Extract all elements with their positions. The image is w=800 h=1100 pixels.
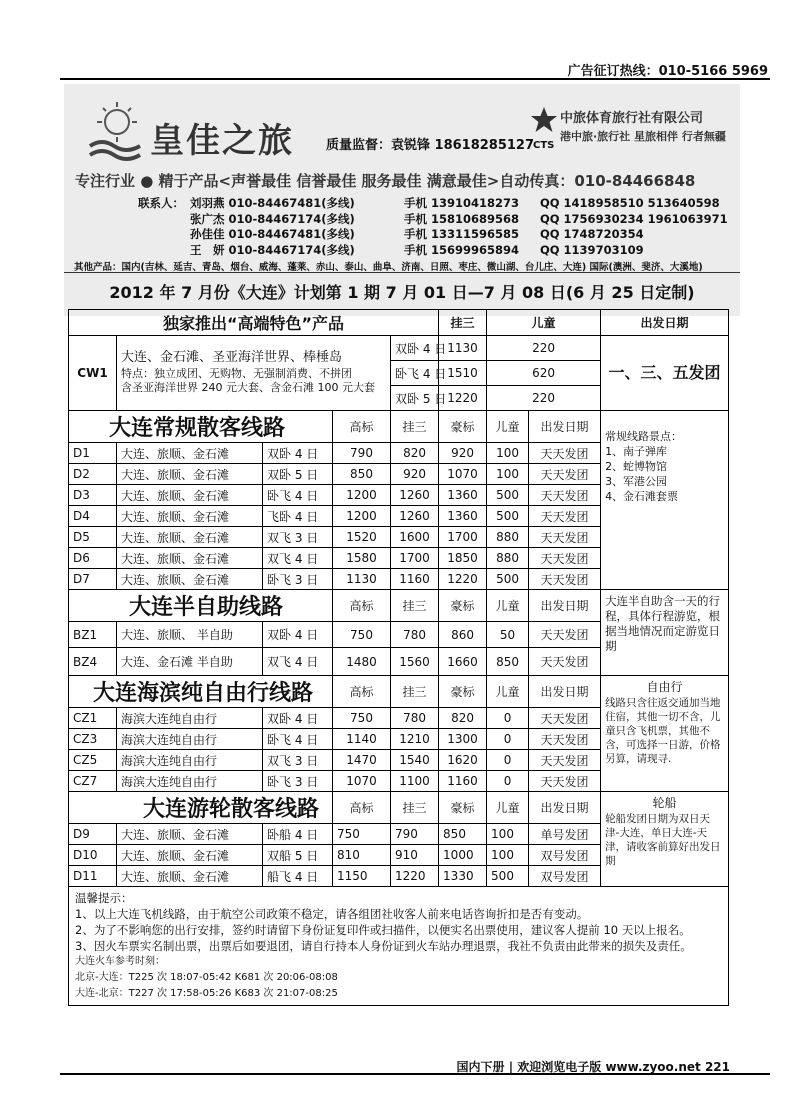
price-haobiao: 1070 bbox=[439, 464, 487, 485]
price-guasan: 1260 bbox=[391, 506, 439, 527]
cts-star-icon bbox=[530, 106, 558, 134]
depart-date: 天天发团 bbox=[529, 771, 601, 792]
route-name: 大连、旅顺、金石滩 bbox=[117, 569, 263, 590]
route-name: 大连、旅顺、金石滩 bbox=[117, 464, 263, 485]
contact-mobile: 手机 13311596585 bbox=[404, 227, 520, 241]
depart-date: 天天发团 bbox=[529, 750, 601, 771]
col-guasan: 挂三 bbox=[391, 411, 439, 443]
price-child: 0 bbox=[487, 708, 529, 729]
col-guasan: 挂三 bbox=[391, 792, 439, 824]
route-code: D6 bbox=[69, 548, 117, 569]
contact-phone: 刘羽燕 010-84467481(多线) bbox=[190, 196, 355, 210]
route-type: 双卧 4 日 bbox=[263, 443, 333, 464]
route-name: 大连、旅顺、金石滩 bbox=[117, 527, 263, 548]
price-gaobiao: 750 bbox=[333, 622, 391, 648]
premium-header-row bbox=[69, 310, 729, 336]
depart-date: 天天发团 bbox=[529, 506, 601, 527]
premium-desc-includes: 含圣亚海洋世界 240 元大套、含金石滩 100 元大套 bbox=[121, 381, 375, 394]
price-gaobiao: 790 bbox=[333, 443, 391, 464]
free-note-body: 线路只含往返交通加当地住宿，其他一切不含，儿童只含飞机票，其他不含，可选择一日游，价格另算，请现寻. bbox=[605, 697, 721, 765]
contact-row bbox=[126, 227, 728, 243]
route-type: 双飞 3 日 bbox=[263, 527, 333, 548]
route-name: 大连、旅顺、 半自助 bbox=[117, 622, 263, 648]
tips-title: 温馨提示： bbox=[75, 891, 133, 905]
price-child: 100 bbox=[487, 845, 529, 866]
price-haobiao: 1360 bbox=[439, 485, 487, 506]
route-code: D4 bbox=[69, 506, 117, 527]
price-guasan: 1560 bbox=[391, 648, 439, 676]
price-guasan: 820 bbox=[391, 443, 439, 464]
slogan: 专注行业 ● 精于产品<声誉最佳 信誉最佳 服务最佳 满意最佳>自动传真：010-84466848 bbox=[75, 172, 696, 190]
route-type: 卧船 4 日 bbox=[263, 824, 333, 845]
route-code: BZ1 bbox=[69, 622, 117, 648]
cts-company bbox=[560, 110, 726, 146]
contact-row bbox=[126, 243, 728, 259]
contact-mobile: 手机 15810689568 bbox=[404, 211, 520, 226]
semi-note: 大连半自助含一天的行程，具体行程游览，根据当地情况而定游览日期 bbox=[601, 590, 729, 676]
route-type: 双船 5 日 bbox=[263, 845, 333, 866]
quality-supervisor: 质量监督：袁锐锋 18618285127 bbox=[326, 138, 535, 153]
other-products: 其他产品：国内(吉林、延吉、青岛、烟台、威海、蓬莱、赤山、泰山、曲阜、济南、日照、枣庄、微山湖、台儿庄、大连) 国际(澳洲、斐济、大溪地) bbox=[74, 262, 703, 273]
tip-line: 2、为了不影响您的出行安排，签约时请留下身份证复印件或扫描件，以便实名出票使用，建议客人提前 10 天以上报名。 bbox=[75, 923, 691, 937]
depart-date: 天天发团 bbox=[529, 708, 601, 729]
price-guasan: 1600 bbox=[391, 527, 439, 548]
contact-phone: 孙佳佳 010-84467481(多线) bbox=[190, 227, 355, 241]
route-code: CZ7 bbox=[69, 771, 117, 792]
tip-line: 3、因火车票实名制出票，出票后如要退团，请自行持本人身份证到火车站办理退票，我社不负责由此带来的损失及责任。 bbox=[75, 939, 692, 953]
price-guasan: 1540 bbox=[391, 750, 439, 771]
contact-phone: 张广杰 010-84467174(多线) bbox=[190, 211, 355, 226]
price-guasan: 780 bbox=[391, 622, 439, 648]
price-haobiao: 1850 bbox=[439, 548, 487, 569]
ad-hotline: 广告征订热线：010-5166 5969 bbox=[567, 64, 768, 79]
route-code: BZ4 bbox=[69, 648, 117, 676]
route-type: 卧飞 4 日 bbox=[263, 485, 333, 506]
col-gaobiao: 高标 bbox=[333, 676, 391, 708]
company-subtitle: 港中旅·旅行社 星旅相伴 行者無疆 bbox=[560, 130, 726, 143]
depart-date: 天天发团 bbox=[529, 443, 601, 464]
price-child: 500 bbox=[487, 569, 529, 590]
depart-date: 天天发团 bbox=[529, 485, 601, 506]
route-code: D1 bbox=[69, 443, 117, 464]
col-depart: 出发日期 bbox=[529, 411, 601, 443]
free-note-title: 自由行 bbox=[646, 680, 683, 694]
section-title-free: 大连海滨纯自由行线路 bbox=[69, 676, 333, 708]
premium-title: 独家推出“高端特色”产品 bbox=[69, 310, 439, 336]
contact-qq: QQ 1748720354 bbox=[540, 227, 644, 241]
price-haobiao: 1000 bbox=[439, 845, 487, 866]
section-title-cruise: 大连游轮散客线路 bbox=[69, 792, 333, 824]
price-guasan: 790 bbox=[391, 824, 439, 845]
price-guasan: 1210 bbox=[391, 729, 439, 750]
price-child: 100 bbox=[487, 443, 529, 464]
route-code: D3 bbox=[69, 485, 117, 506]
col-child: 儿童 bbox=[487, 792, 529, 824]
route-code: D7 bbox=[69, 569, 117, 590]
route-type: 双飞 4 日 bbox=[263, 648, 333, 676]
section-header-row bbox=[69, 792, 729, 824]
tour-price-table bbox=[68, 309, 729, 1006]
bottom-rule bbox=[60, 1073, 770, 1075]
route-name: 大连、旅顺、金石滩 bbox=[117, 845, 263, 866]
price-guasan: 1160 bbox=[391, 569, 439, 590]
price-gaobiao: 1070 bbox=[333, 771, 391, 792]
price-child: 0 bbox=[487, 750, 529, 771]
free-note bbox=[601, 676, 729, 792]
col-depart: 出发日期 bbox=[529, 590, 601, 622]
price-child: 0 bbox=[487, 729, 529, 750]
route-name: 海滨大连纯自由行 bbox=[117, 708, 263, 729]
col-child: 儿童 bbox=[487, 676, 529, 708]
contact-label: 联系人： bbox=[138, 196, 184, 210]
premium-option-type: 卧飞 4 日 bbox=[391, 361, 439, 386]
price-child: 850 bbox=[487, 648, 529, 676]
price-guasan: 910 bbox=[391, 845, 439, 866]
train-title: 大连火车参考时刻： bbox=[75, 956, 165, 967]
price-child: 100 bbox=[487, 464, 529, 485]
route-name: 大连、金石滩 半自助 bbox=[117, 648, 263, 676]
banner-rule bbox=[64, 272, 740, 273]
depart-date: 单号发团 bbox=[529, 824, 601, 845]
premium-option-type: 双卧 5 日 bbox=[391, 386, 439, 411]
route-name: 海滨大连纯自由行 bbox=[117, 729, 263, 750]
premium-desc-route: 大连、金石滩、圣亚海洋世界、棒棰岛 bbox=[121, 350, 343, 365]
contact-row bbox=[126, 196, 728, 212]
route-name: 海滨大连纯自由行 bbox=[117, 771, 263, 792]
price-gaobiao: 1480 bbox=[333, 648, 391, 676]
premium-col-guasan: 挂三 bbox=[439, 310, 487, 336]
price-child: 880 bbox=[487, 548, 529, 569]
price-gaobiao: 750 bbox=[333, 708, 391, 729]
price-haobiao: 850 bbox=[439, 824, 487, 845]
price-gaobiao: 810 bbox=[333, 845, 391, 866]
col-gaobiao: 高标 bbox=[333, 590, 391, 622]
top-rule bbox=[60, 78, 770, 80]
price-haobiao: 820 bbox=[439, 708, 487, 729]
price-haobiao: 1220 bbox=[439, 569, 487, 590]
depart-date: 天天发团 bbox=[529, 569, 601, 590]
tips-box bbox=[69, 887, 729, 1006]
col-gaobiao: 高标 bbox=[333, 411, 391, 443]
price-gaobiao: 1200 bbox=[333, 485, 391, 506]
train-time: 大连-北京：T227 次 17:58-05:26 K683 次 21:07-08:25 bbox=[75, 988, 338, 999]
premium-option-child: 620 bbox=[487, 361, 601, 386]
contact-mobile: 手机 15699965894 bbox=[404, 242, 520, 257]
depart-date: 天天发团 bbox=[529, 464, 601, 485]
premium-depart: 一、三、五发团 bbox=[601, 336, 729, 411]
route-type: 双卧 5 日 bbox=[263, 464, 333, 485]
contact-qq: QQ 1139703109 bbox=[540, 242, 644, 257]
price-child: 50 bbox=[487, 622, 529, 648]
contact-list bbox=[126, 196, 728, 258]
route-type: 卧飞 4 日 bbox=[263, 729, 333, 750]
price-gaobiao: 1150 bbox=[333, 866, 391, 887]
premium-option-type: 双卧 4 日 bbox=[391, 336, 439, 361]
price-gaobiao: 750 bbox=[333, 824, 391, 845]
cruise-note-body: 轮船发团日期为双日天津-大连，单日大连-天津，请收客前算好出发日期 bbox=[605, 813, 721, 867]
price-haobiao: 1330 bbox=[439, 866, 487, 887]
regular-note: 常规线路景点： 1、南子弹库 2、蛇博物馆 3、军港公园 4、金石滩套票 bbox=[601, 411, 729, 590]
price-haobiao: 1300 bbox=[439, 729, 487, 750]
price-child: 100 bbox=[487, 824, 529, 845]
section-header-row bbox=[69, 676, 729, 708]
price-gaobiao: 850 bbox=[333, 464, 391, 485]
price-gaobiao: 1580 bbox=[333, 548, 391, 569]
brand-name: 皇佳之旅 bbox=[150, 121, 294, 161]
price-guasan: 1100 bbox=[391, 771, 439, 792]
train-time: 北京-大连：T225 次 18:07-05:42 K681 次 20:06-08:08 bbox=[75, 972, 338, 983]
route-name: 海滨大连纯自由行 bbox=[117, 750, 263, 771]
section-header-row bbox=[69, 590, 729, 622]
col-guasan: 挂三 bbox=[391, 590, 439, 622]
premium-col-depart: 出发日期 bbox=[601, 310, 729, 336]
contact-mobile: 手机 13910418273 bbox=[404, 196, 520, 210]
tips-row bbox=[69, 887, 729, 1006]
route-code: D2 bbox=[69, 464, 117, 485]
col-gaobiao: 高标 bbox=[333, 792, 391, 824]
section-title-semi: 大连半自助线路 bbox=[69, 590, 333, 622]
price-child: 500 bbox=[487, 485, 529, 506]
price-guasan: 1220 bbox=[391, 866, 439, 887]
cruise-note bbox=[601, 792, 729, 887]
route-type: 双卧 4 日 bbox=[263, 622, 333, 648]
route-name: 大连、旅顺、金石滩 bbox=[117, 443, 263, 464]
premium-col-child: 儿童 bbox=[487, 310, 601, 336]
price-guasan: 920 bbox=[391, 464, 439, 485]
col-haobiao: 豪标 bbox=[439, 792, 487, 824]
route-code: CZ1 bbox=[69, 708, 117, 729]
premium-option-price: 1130 bbox=[439, 336, 487, 361]
route-code: CZ5 bbox=[69, 750, 117, 771]
route-type: 双飞 4 日 bbox=[263, 548, 333, 569]
route-code: CZ3 bbox=[69, 729, 117, 750]
plan-title: 2012 年 7 月份《大连》计划第 1 期 7 月 01 日—7 月 08 日(6 月 25 日定制) bbox=[109, 283, 695, 302]
col-depart: 出发日期 bbox=[529, 792, 601, 824]
col-child: 儿童 bbox=[487, 411, 529, 443]
price-haobiao: 920 bbox=[439, 443, 487, 464]
price-gaobiao: 1520 bbox=[333, 527, 391, 548]
price-guasan: 780 bbox=[391, 708, 439, 729]
contact-qq: QQ 1756930234 1961063971 bbox=[540, 211, 728, 226]
price-child: 880 bbox=[487, 527, 529, 548]
contact-qq: QQ 1418958510 513640598 bbox=[540, 196, 720, 210]
tip-line: 1、以上大连飞机线路，由于航空公司政策不稳定，请各组团社收客人前来电话咨询折扣是否有变动。 bbox=[75, 907, 589, 921]
price-guasan: 1700 bbox=[391, 548, 439, 569]
price-child: 0 bbox=[487, 771, 529, 792]
price-gaobiao: 1130 bbox=[333, 569, 391, 590]
route-name: 大连、旅顺、金石滩 bbox=[117, 824, 263, 845]
price-haobiao: 1700 bbox=[439, 527, 487, 548]
route-name: 大连、旅顺、金石滩 bbox=[117, 506, 263, 527]
price-child: 500 bbox=[487, 866, 529, 887]
col-haobiao: 豪标 bbox=[439, 676, 487, 708]
price-gaobiao: 1470 bbox=[333, 750, 391, 771]
price-haobiao: 1660 bbox=[439, 648, 487, 676]
depart-date: 天天发团 bbox=[529, 729, 601, 750]
section-header-row bbox=[69, 411, 729, 443]
route-type: 卧飞 3 日 bbox=[263, 771, 333, 792]
cts-mark: CTS bbox=[533, 140, 555, 151]
section-title-regular: 大连常规散客线路 bbox=[69, 411, 333, 443]
sun-waves-logo bbox=[84, 98, 150, 162]
route-code: D11 bbox=[69, 866, 117, 887]
price-guasan: 1260 bbox=[391, 485, 439, 506]
route-type: 飞卧 4 日 bbox=[263, 506, 333, 527]
depart-date: 天天发团 bbox=[529, 548, 601, 569]
price-child: 500 bbox=[487, 506, 529, 527]
price-gaobiao: 1140 bbox=[333, 729, 391, 750]
premium-option-child: 220 bbox=[487, 336, 601, 361]
premium-option-child: 220 bbox=[487, 386, 601, 411]
route-code: D10 bbox=[69, 845, 117, 866]
depart-date: 双号发团 bbox=[529, 845, 601, 866]
depart-date: 天天发团 bbox=[529, 527, 601, 548]
depart-date: 双号发团 bbox=[529, 866, 601, 887]
route-type: 双飞 3 日 bbox=[263, 750, 333, 771]
price-gaobiao: 1200 bbox=[333, 506, 391, 527]
col-guasan: 挂三 bbox=[391, 676, 439, 708]
page-footer: 国内下册 | 欢迎浏览电子版 www.zyoo.net 221 bbox=[456, 1060, 730, 1074]
premium-desc-features: 特点：独立成团、无购物、无强制消费、不拼团 bbox=[121, 367, 352, 380]
col-haobiao: 豪标 bbox=[439, 411, 487, 443]
price-haobiao: 1620 bbox=[439, 750, 487, 771]
price-haobiao: 860 bbox=[439, 622, 487, 648]
price-haobiao: 1160 bbox=[439, 771, 487, 792]
premium-description bbox=[117, 336, 391, 411]
contact-row bbox=[126, 212, 728, 228]
route-code: D9 bbox=[69, 824, 117, 845]
depart-date: 天天发团 bbox=[529, 622, 601, 648]
route-type: 卧飞 3 日 bbox=[263, 569, 333, 590]
route-code: D5 bbox=[69, 527, 117, 548]
premium-code: CW1 bbox=[69, 336, 117, 411]
premium-row bbox=[69, 336, 729, 361]
route-type: 双卧 4 日 bbox=[263, 708, 333, 729]
depart-date: 天天发团 bbox=[529, 648, 601, 676]
premium-option-price: 1510 bbox=[439, 361, 487, 386]
price-haobiao: 1360 bbox=[439, 506, 487, 527]
route-name: 大连、旅顺、金石滩 bbox=[117, 485, 263, 506]
cruise-note-title: 轮船 bbox=[652, 796, 677, 810]
col-child: 儿童 bbox=[487, 590, 529, 622]
company-name: 中旅体育旅行社有限公司 bbox=[560, 111, 704, 126]
col-depart: 出发日期 bbox=[529, 676, 601, 708]
route-name: 大连、旅顺、金石滩 bbox=[117, 548, 263, 569]
route-type: 船飞 4 日 bbox=[263, 866, 333, 887]
col-haobiao: 豪标 bbox=[439, 590, 487, 622]
premium-option-price: 1220 bbox=[439, 386, 487, 411]
contact-phone: 王 妍 010-84467174(多线) bbox=[190, 242, 355, 257]
route-name: 大连、旅顺、金石滩 bbox=[117, 866, 263, 887]
